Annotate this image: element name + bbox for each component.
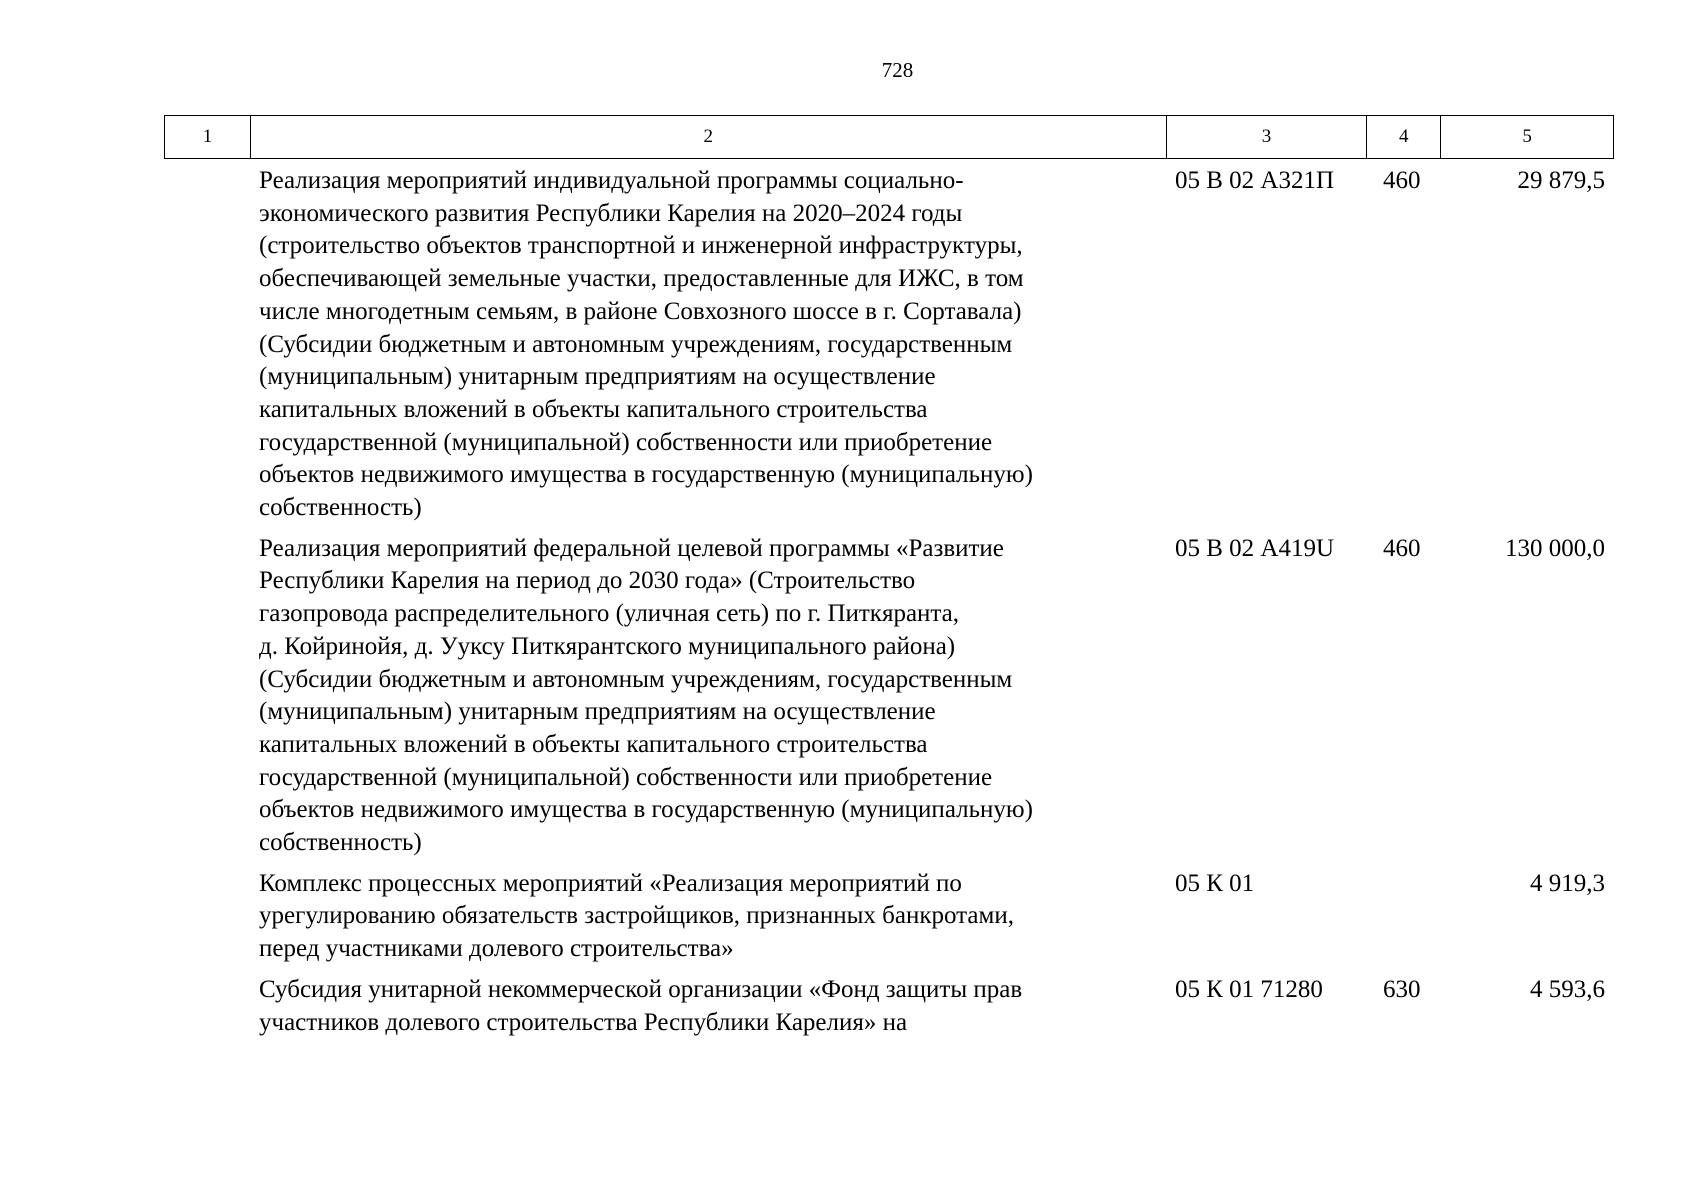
row-expense-type: 460: [1383, 167, 1421, 194]
row-description: [250, 533, 1167, 860]
description-line: (Субсидии бюджетным и автономным учреждениям, государственным: [259, 330, 1013, 358]
description-line: (Субсидии бюджетным и автономным учреждениям, государственным: [259, 665, 1013, 693]
row-number-cell: [164, 165, 250, 525]
page-number: 728: [881, 58, 914, 82]
budget-table: [164, 115, 1614, 1039]
table-row: [164, 868, 1614, 966]
description-line: Реализация мероприятий индивидуальной программы социально-: [259, 167, 964, 194]
row-amount: 130 000,0: [1505, 534, 1605, 562]
table-row: [164, 974, 1614, 1039]
column-header-1: 1: [165, 116, 251, 158]
description-line: (строительство объектов транспортной и инженерной инфраструктуры,: [259, 232, 1023, 260]
row-expense-type: 630: [1383, 975, 1421, 1003]
description-line: газопровода распределительного (уличная сеть) по г. Питкяранта,: [259, 600, 959, 628]
table-row: [164, 165, 1614, 525]
table-row: [164, 533, 1614, 860]
description-line: Субсидия унитарной некоммерческой организации «Фонд защиты прав: [259, 975, 1023, 1003]
description-line: собственность): [259, 494, 422, 522]
row-code: 05 К 01: [1175, 869, 1255, 897]
description-line: капитальных вложений в объекты капитального строительства: [259, 730, 928, 758]
description-line: собственность): [259, 829, 422, 857]
row-description: [250, 868, 1167, 966]
row-number-cell: [164, 533, 250, 860]
row-code: 05 В 02 А419U: [1175, 534, 1335, 562]
column-header-2: 2: [251, 116, 1167, 158]
description-line: участников долевого строительства Республики Карелия» на: [259, 1008, 908, 1036]
description-line: обеспечивающей земельные участки, предоставленные для ИЖС, в том: [259, 265, 1024, 293]
row-description: [250, 974, 1167, 1039]
row-number-cell: [164, 974, 250, 1039]
row-expense-type: 460: [1383, 534, 1421, 562]
column-header-4: 4: [1367, 116, 1441, 158]
description-line: Реализация мероприятий федеральной целевой программы «Развитие: [259, 534, 1004, 562]
column-header-5: 5: [1522, 126, 1532, 147]
description-line: Республики Карелия на период до 2030 года» (Строительство: [259, 567, 916, 595]
description-line: государственной (муниципальной) собственности или приобретение: [259, 763, 993, 791]
description-line: перед участниками долевого строительства»: [259, 935, 734, 963]
description-line: урегулированию обязательств застройщиков, признанных банкротами,: [259, 902, 1014, 930]
row-code: 05 К 01 71280: [1175, 975, 1323, 1003]
row-amount: 4 593,6: [1530, 975, 1605, 1003]
row-description: [250, 165, 1167, 525]
description-line: Комплекс процессных мероприятий «Реализация мероприятий по: [259, 869, 962, 897]
column-header-3: 3: [1167, 116, 1368, 158]
description-line: числе многодетным семьям, в районе Совхозного шоссе в г. Сортавала): [259, 297, 1022, 325]
description-line: (муниципальным) унитарным предприятиям на осуществление: [259, 363, 936, 391]
description-line: (муниципальным) унитарным предприятиям на осуществление: [259, 698, 936, 726]
row-amount: 4 919,3: [1530, 869, 1605, 897]
description-line: экономического развития Республики Карелия на 2020–2024 годы: [259, 199, 963, 227]
description-line: д. Койринойя, д. Ууксу Питкярантского муниципального района): [259, 632, 956, 660]
row-amount: 29 879,5: [1517, 167, 1605, 194]
row-expense-type: [1368, 868, 1442, 966]
table-header-row: [164, 115, 1614, 159]
description-line: государственной (муниципальной) собственности или приобретение: [259, 428, 993, 456]
description-line: объектов недвижимого имущества в государственную (муниципальную): [259, 461, 1033, 489]
description-line: капитальных вложений в объекты капитального строительства: [259, 395, 928, 423]
row-number-cell: [164, 868, 250, 966]
row-code: 05 В 02 А321П: [1175, 167, 1335, 194]
table-body: [164, 165, 1614, 1039]
description-line: объектов недвижимого имущества в государственную (муниципальную): [259, 796, 1033, 824]
